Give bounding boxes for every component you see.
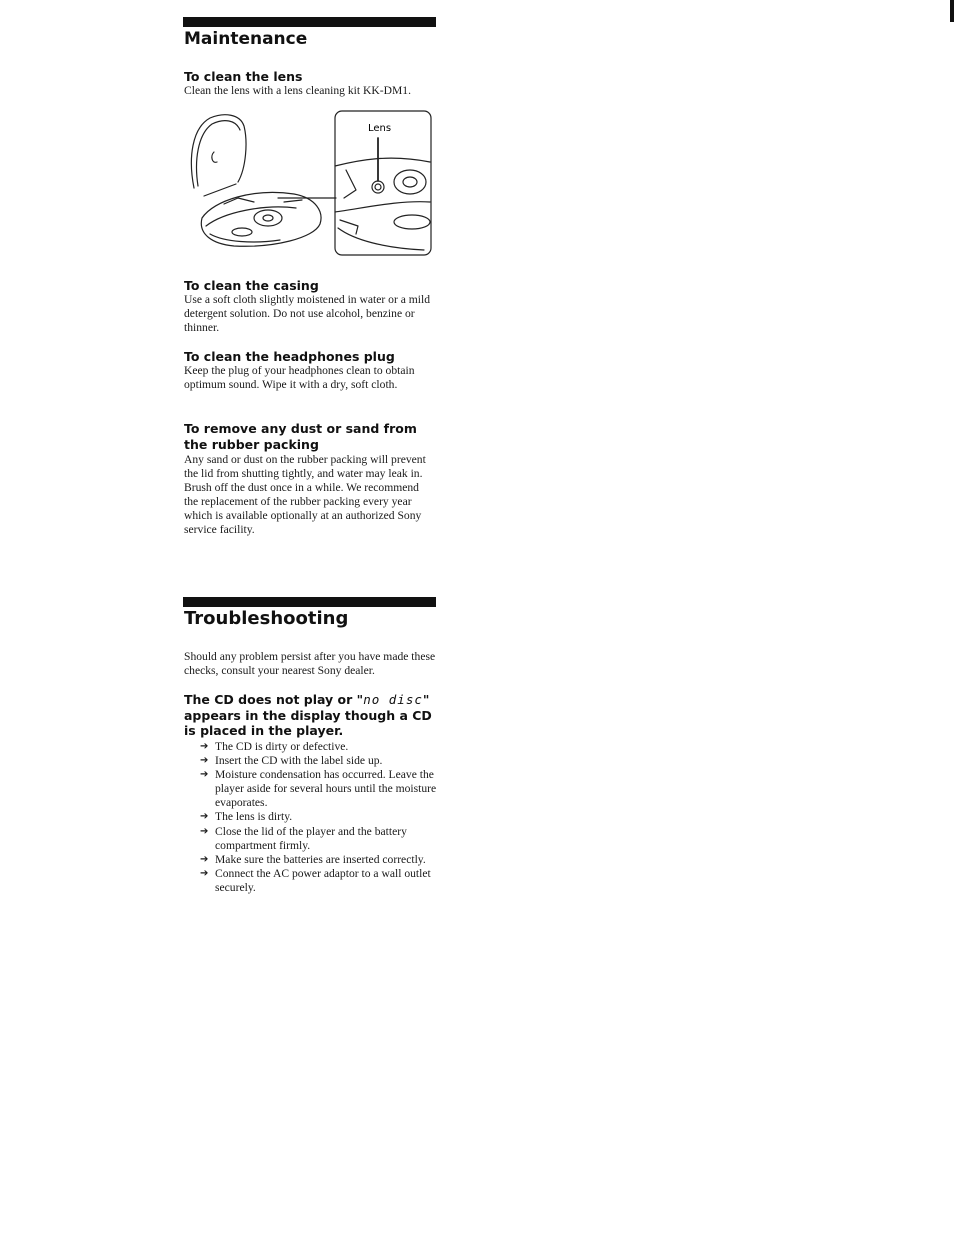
check-text: The CD is dirty or defective. — [215, 740, 349, 753]
lcd-display-text: no disc — [363, 692, 423, 707]
check-text: Moisture condensation has occurred. Leave the player aside for several hours until the moisture evaporates. — [215, 768, 437, 810]
check-text: The lens is dirty. — [215, 810, 293, 824]
troubleshooting-title: Troubleshooting — [184, 608, 349, 629]
problem-heading-post: " appears in the display though a CD is placed in the player. — [184, 692, 432, 738]
casing-body: Use a soft cloth slightly moistened in water or a mild detergent solution. Do not use alcohol, benzine or thinner. — [184, 293, 430, 335]
check-text: Insert the CD with the label side up. — [215, 754, 383, 768]
maintenance-title: Maintenance — [184, 29, 308, 49]
page-edge-mark — [950, 0, 954, 22]
section-rule-maintenance — [183, 17, 436, 27]
dust-heading: To remove any dust or sand from the rubber packing — [184, 421, 417, 452]
lens-heading: To clean the lens — [184, 69, 303, 84]
check-text: Make sure the batteries are inserted correctly. — [215, 852, 426, 866]
problem-heading — [184, 692, 444, 739]
arrow-right-icon: ➔ — [200, 853, 209, 865]
check-text: Close the lid of the player and the battery compartment firmly. — [215, 824, 407, 852]
section-rule-troubleshooting — [183, 597, 436, 607]
list-item — [200, 867, 440, 895]
list-item — [200, 754, 440, 768]
arrow-right-icon: ➔ — [200, 867, 209, 879]
troubleshooting-checklist — [200, 740, 440, 895]
problem-heading-pre: The CD does not play or " — [184, 692, 364, 707]
arrow-right-icon: ➔ — [200, 825, 209, 837]
list-item — [200, 768, 440, 810]
figure-label-lens: Lens — [368, 123, 392, 134]
check-text: Connect the AC power adaptor to a wall outlet securely. — [215, 866, 431, 894]
dust-body: Any sand or dust on the rubber packing will prevent the lid from shutting tightly, and water may leak in. Brush off the dust once in a while. We recommend the replacement of the rubber packing every year which is available optionally at an authorized Sony service facility. — [184, 453, 426, 537]
list-item — [200, 810, 440, 824]
headphones-heading: To clean the headphones plug — [184, 349, 395, 364]
arrow-right-icon: ➔ — [200, 811, 209, 823]
casing-heading: To clean the casing — [184, 278, 319, 293]
troubleshooting-intro: Should any problem persist after you have made these checks, consult your nearest Sony dealer. — [184, 650, 436, 678]
arrow-right-icon: ➔ — [200, 755, 209, 767]
list-item — [200, 740, 440, 754]
arrow-right-icon: ➔ — [200, 741, 209, 752]
arrow-right-icon: ➔ — [200, 769, 209, 781]
lens-body: Clean the lens with a lens cleaning kit KK-DM1. — [184, 84, 411, 97]
list-item — [200, 825, 440, 853]
lens-cleaning-illustration — [184, 108, 434, 258]
list-item — [200, 853, 440, 867]
headphones-body: Keep the plug of your headphones clean to obtain optimum sound. Wipe it with a dry, soft cloth. — [184, 364, 415, 392]
